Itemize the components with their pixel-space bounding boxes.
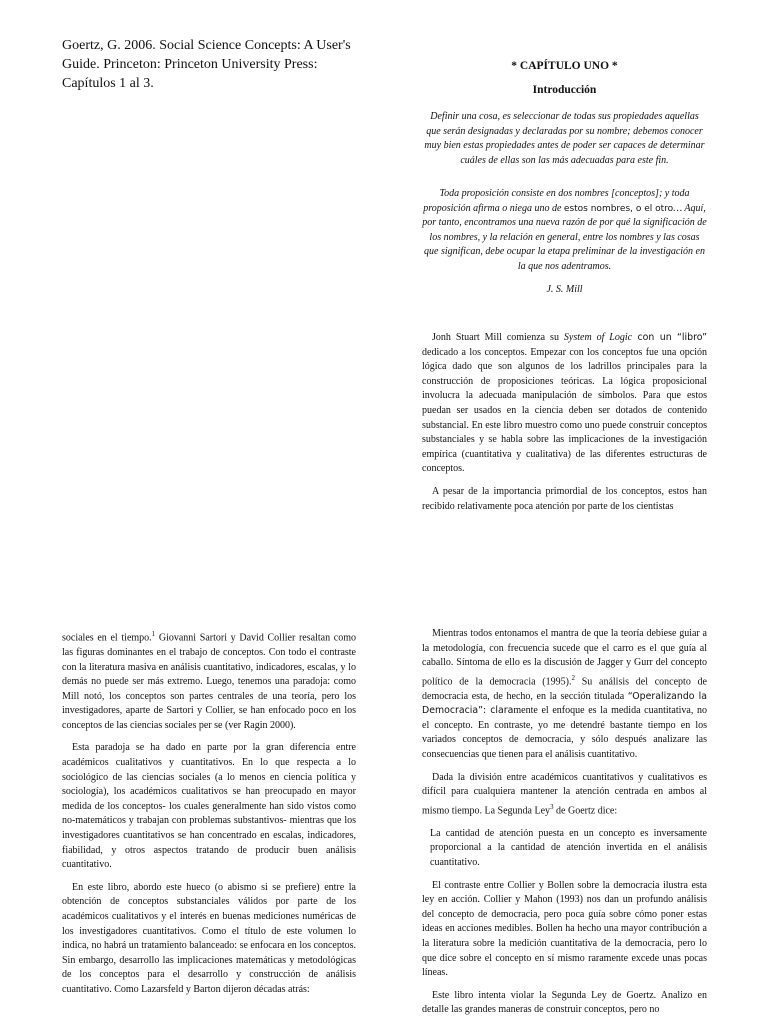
paragraph: En este libro, abordo este hueco (o abismo si se prefiere) entre la obtención de conceptos substanciales válidos por parte de los académicos cualitativos y el interés en buenas mediciones numéricas de los investigadores cuantitativos. Como el título de este volumen lo indica, no habrá un tratamiento balanceado: se enfocara en los conceptos. Sin embargo, desarrollo las implicaciones matemáticas y metodológicas de los conceptos para el desarrollo y construcción de análisis cuantitativo. Como Lazarsfeld y Barton dijeron décadas atrás: xyxy=(62,881,356,995)
footnote-ref: 3 xyxy=(550,802,554,811)
epigraph-author: J. S. Mill xyxy=(546,284,583,295)
paragraph xyxy=(422,627,707,763)
paragraph: El contraste entre Collier y Bollen sobre la democracia ilustra esta ley en acción. Collier y Mahon (1993) nos dan un profundo análisis del concepto de democracia, pero poca guía sobre cómo poner estas ideas en acciones medibles. Bollen ha hecho una mayor contribución a la literatura sobre la medición cuantitativa de la democracia, pero lo que dice sobre el concepto en sí mismo raramente excede unas pocas líneas. xyxy=(422,879,707,979)
paragraph xyxy=(62,627,356,733)
block-quote: La cantidad de atención puesta en un concepto es inversamente proporcional a la cantidad de atención invertida en el análisis cuantitativo. xyxy=(430,827,707,868)
footnote-ref: 1 xyxy=(151,630,156,638)
text: Mientras todos entonamos el mantra de que la teoría debiese guiar a la metodología, con frecuencia sucede que el carro es el que guía al caballo. Síntoma de ello es la discusión de Jagger y Gurr del concepto político de la democracia (1995). xyxy=(422,628,707,688)
paragraph: A pesar de la importancia primordial de los conceptos, estos han recibido relativamente poca atención por parte de los cientistas xyxy=(422,485,707,512)
epigraph-quote-2-part-b: … Aquí, por tanto, encontramos una nueva razón de por qué la significación de los nombres, y la relación en general, entre los nombres y las cosas que significan, debe ocupar la etapa preliminar de la investigación en la que nos adentramos. xyxy=(422,202,707,272)
column-bottom-right xyxy=(422,627,707,1026)
epigraph-quote-2 xyxy=(422,187,707,275)
book-title: System of Logic xyxy=(563,332,633,343)
citation: Goertz, G. 2006. Social Science Concepts: A User's Guide. Princeton: Princeton University Press: Capítulos 1 al 3. xyxy=(62,38,351,91)
handwritten-text: “Operalizando la Democracia”: clara xyxy=(422,690,707,717)
paragraph xyxy=(422,331,707,477)
text: Dada la división entre académicos cuantitativos y cualitativos es difícil para cualquiera mantener la atención centrada en ambos al mismo tiempo. La Segunda Ley xyxy=(422,771,707,817)
chapter-subtitle: Introducción xyxy=(532,84,597,96)
text: Jonh Stuart Mill comienza su xyxy=(432,332,564,343)
paragraph xyxy=(422,771,707,819)
epigraph-handwritten: estos nombres, o el otro xyxy=(563,203,674,214)
chapter-title: * CAPÍTULO UNO * xyxy=(511,60,618,72)
paragraph: Esta paradoja se ha dado en parte por la gran diferencia entre académicos cualitativos y cuantitativos. En lo que respecta a lo sociológico de las ciencias sociales (a lo menos en ciencia política y sociología), los académicos cualitativos se han preocupado en mayor medida de los conceptos- los cuales generalmente han sido vistos como no-matemáticos y trabajan con problemas substantivos- mientras que los investigadores cuantitativos se han concentrado en escalas, indicadores, fiabilidad, y otros aspectos tratando de producir buen análisis cuantitativo. xyxy=(62,742,356,871)
column-top-right xyxy=(422,331,707,522)
handwritten-text: con un “libro” xyxy=(632,332,707,343)
footnote-ref: 2 xyxy=(571,673,575,682)
paragraph: Este libro intenta violar la Segunda Ley de Goertz. Analizo en detalle las grandes maneras de construir conceptos, pero no xyxy=(422,989,707,1016)
text: sociales en el tiempo. xyxy=(62,632,152,644)
text: mente el enfoque es la medida cuantitativa, no el concepto. En contraste, yo me detendré bastante tiempo en los variados conceptos de democracia, y sólo después analizare las consecuencias que tienen para el análisis cuantitativo. xyxy=(422,705,707,761)
text: Giovanni Sartori y David Collier resaltan como las figuras dominantes en el trabajo de conceptos. Con todo el contraste con la literatura masiva en análisis cuantitativo, indicadores, escalas, y lo demás no puede ser más extremo. Luego, tenemos una paradoja: como Mill notó, los conceptos son partes centrales de una teoría, pero los investigadores, aparte de Sartori y Collier, se han enfocado poco en los conceptos de las ciencias sociales per se (ver Ragin 2000). xyxy=(62,632,356,731)
text: Su análisis del concepto de democracia esta, de hecho, en la sección titulada xyxy=(422,676,708,702)
text: dedicado a los conceptos. Empezar con los conceptos fue una opción lógica dado que son algunos de los ladrillos principales para la construcción de proposiciones teóricas. La lógica proposicional involucra la adecuada manipulación de símbolos. Para que estos puedan ser usados en la ciencia deben ser dotados de contenido substancial. En este libro muestro como uno puede construir conceptos substanciales y se habla sobre las implicaciones de la investigación empírica (cuantitativa y cualitativa) de las diferentes estructuras de conceptos. xyxy=(422,346,707,475)
column-bottom-left xyxy=(62,627,356,1006)
epigraph-quote-2-part-a: Toda proposición consiste en dos nombres [conceptos]; y toda proposición afirma o niega uno de xyxy=(423,188,690,214)
epigraph-quote-1: Definir una cosa, es seleccionar de todas sus propiedades aquellas que serán designadas y declaradas por su nombre; debemos conocer muy bien estas propiedades antes de poder ser capaces de determinar cuáles de ellas son las más adecuadas para este fin. xyxy=(424,111,705,166)
text: de Goertz dice: xyxy=(553,805,618,817)
